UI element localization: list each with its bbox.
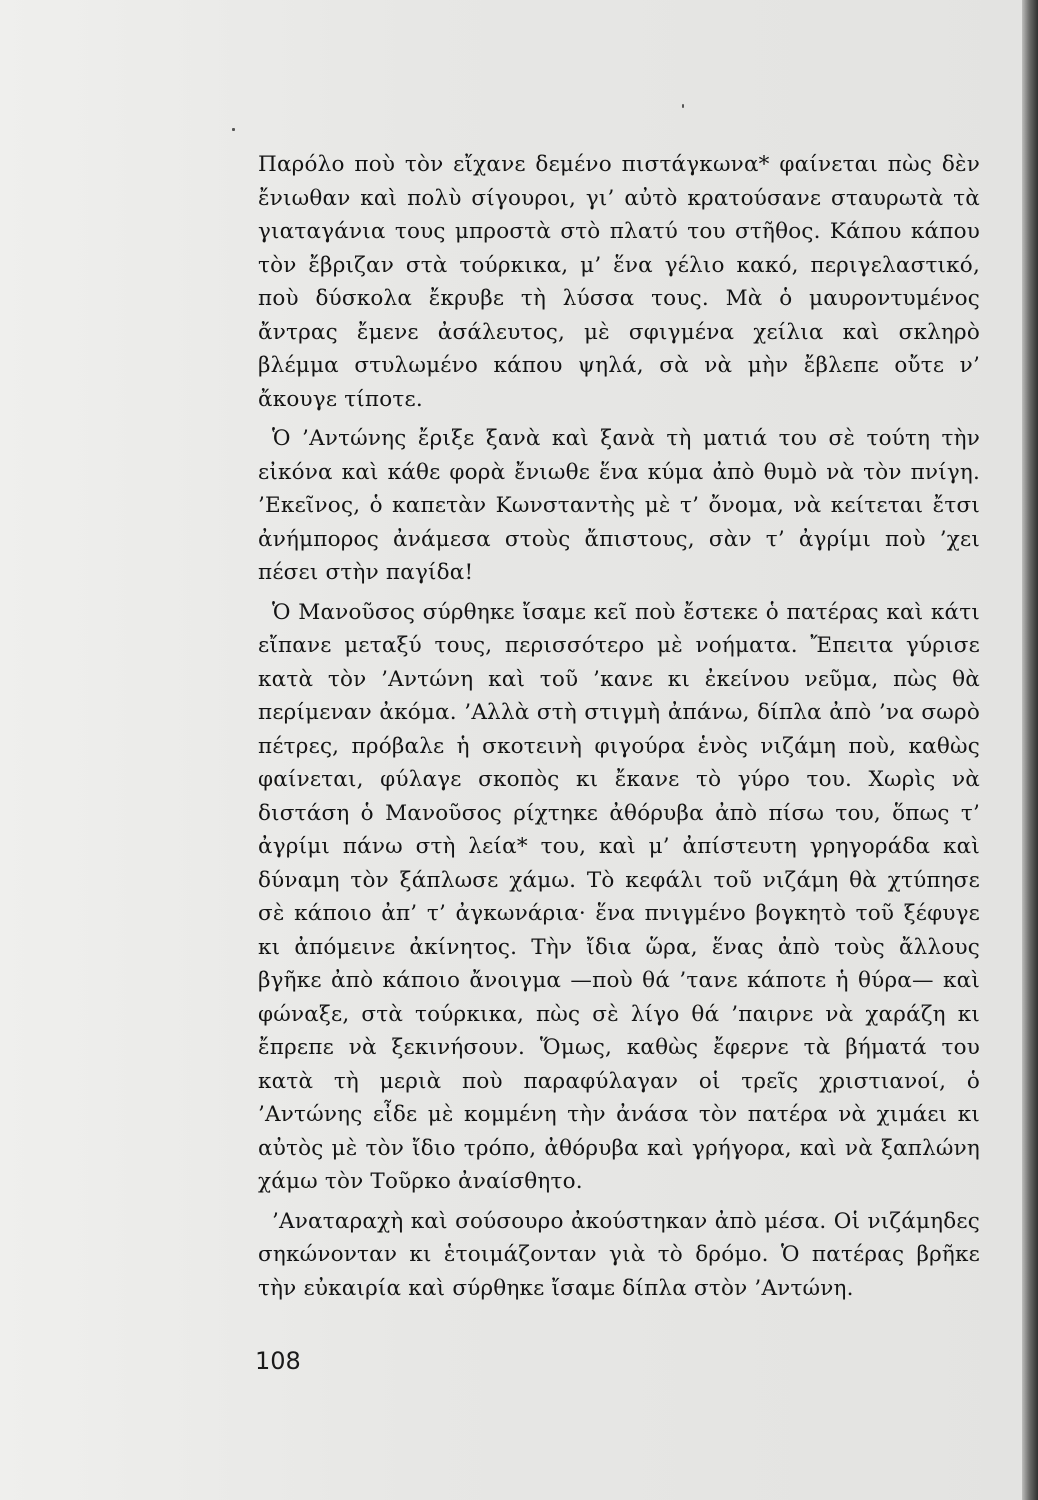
paragraph-3: Ὁ Μανοῦσος σύρθηκε ἴσαμε κεῖ ποὺ ἔστεκε ὁ πατέρας καὶ κάτι εἴπανε μεταξύ τους, περισσότερο μὲ νοήματα. Ἔπειτα γύρισε κατὰ τὸν ’Αντώνη καὶ τοῦ ’κανε κι ἐκείνου νεῦμα, πὼς θὰ περίμεναν ἀκόμα. ’Αλλὰ στὴ στιγμὴ ἀπάνω, δίπλα ἀπὸ ’να σωρὸ πέτρες, πρόβαλε ἡ σκοτεινὴ φιγούρα ἑνὸς νιζάμη ποὺ, καθὼς φαίνεται, φύλαγε σκοπὸς κι ἔκανε τὸ γύρο του. Χωρὶς νὰ διστάση ὁ Μανοῦσος ρίχτηκε ἀθόρυβα ἀπὸ πίσω του, ὅπως τ’ ἀγρίμι πάνω στὴ λεία* του, καὶ μ’ ἀπίστευτη γρηγοράδα καὶ δύναμη τὸν ξάπλωσε χάμω. Τὸ κεφάλι τοῦ νιζάμη θὰ χτύπησε σὲ κάποιο ἀπ’ τ’ ἀγκωνάρια· ἕνα πνιγμένο βογκητὸ τοῦ ξέφυγε κι ἀπόμεινε ἀκίνητος. Τὴν ἴδια ὥρα, ἕνας ἀπὸ τοὺς ἄλλους βγῆκε ἀπὸ κάποιο ἄνοιγμα —ποὺ θά ’τανε κάποτε ἡ θύρα— καὶ φώναξε, στὰ τούρκικα, πὼς σὲ λίγο θά ’παιρνε νὰ χαράζη κι ἔπρεπε νὰ ξεκινήσουν. Ὅμως, καθὼς ἔφερνε τὰ βήματά του κατὰ τὴ μεριὰ ποὺ παραφύλαγαν οἱ τρεῖς χριστιανοί, ὁ ’Αντώνης εἶδε μὲ κομμένη τὴν ἀνάσα τὸν πατέρα νὰ χιμάει κι αὐτὸς μὲ τὸν ἴδιο τρόπο, ἀθόρυβα καὶ γρήγορα, καὶ νὰ ξαπλώνη χάμω τὸν Τοῦρκο ἀναίσθητο. — [258, 599, 980, 1194]
page-number: 108 — [255, 1347, 301, 1375]
paragraph-1: Παρόλο ποὺ τὸν εἴχανε δεμένο πιστάγκωνα* φαίνεται πὼς δὲν ἔνιωθαν καὶ πολὺ σίγουροι, γι’ αὐτὸ κρατούσανε σταυρωτὰ τὰ γιαταγάνια τους μπροστὰ στὸ πλατύ του στῆθος. Κάπου κάπου τὸν ἔβριζαν στὰ τούρκικα, μ’ ἕνα γέλιο κακό, περιγελαστικό, ποὺ δύσκολα ἔκρυβε τὴ λύσσα τους. Μὰ ὁ μαυροντυμένος ἄντρας ἔμενε ἀσάλευτος, μὲ σφιγμένα χείλια καὶ σκληρὸ βλέμμα στυλωμένο κάπου ψηλά, σὰ νὰ μὴν ἔβλεπε οὔτε ν’ ἄκουγε τίποτε. — [258, 152, 980, 412]
paragraph-4: ’Αναταραχὴ καὶ σούσουρο ἀκούστηκαν ἀπὸ μέσα. Οἱ νιζάμηδες σηκώνονταν κι ἑτοιμάζονταν γιὰ τὸ δρόμο. Ὁ πατέρας βρῆκε τὴν εὐκαιρία καὶ σύρθηκε ἴσαμε δίπλα στὸν ’Αντώνη. — [258, 1208, 980, 1301]
dust-speck — [232, 128, 235, 131]
page-edge-shadow — [1022, 0, 1038, 1500]
dust-speck — [682, 104, 684, 108]
paragraph-2: Ὁ ’Αντώνης ἔριξε ξανὰ καὶ ξανὰ τὴ ματιά του σὲ τούτη τὴν εἰκόνα καὶ κάθε φορὰ ἔνιωθε ἕνα κύμα ἀπὸ θυμὸ νὰ τὸν πνίγη. ’Εκεῖνος, ὁ καπετὰν Κωνσταντὴς μὲ τ’ ὄνομα, νὰ κείτεται ἔτσι ἀνήμπορος ἀνάμεσα στοὺς ἄπιστους, σὰν τ’ ἀγρίμι ποὺ ’χει πέσει στὴν παγίδα! — [258, 426, 980, 585]
body-text — [258, 148, 980, 1311]
